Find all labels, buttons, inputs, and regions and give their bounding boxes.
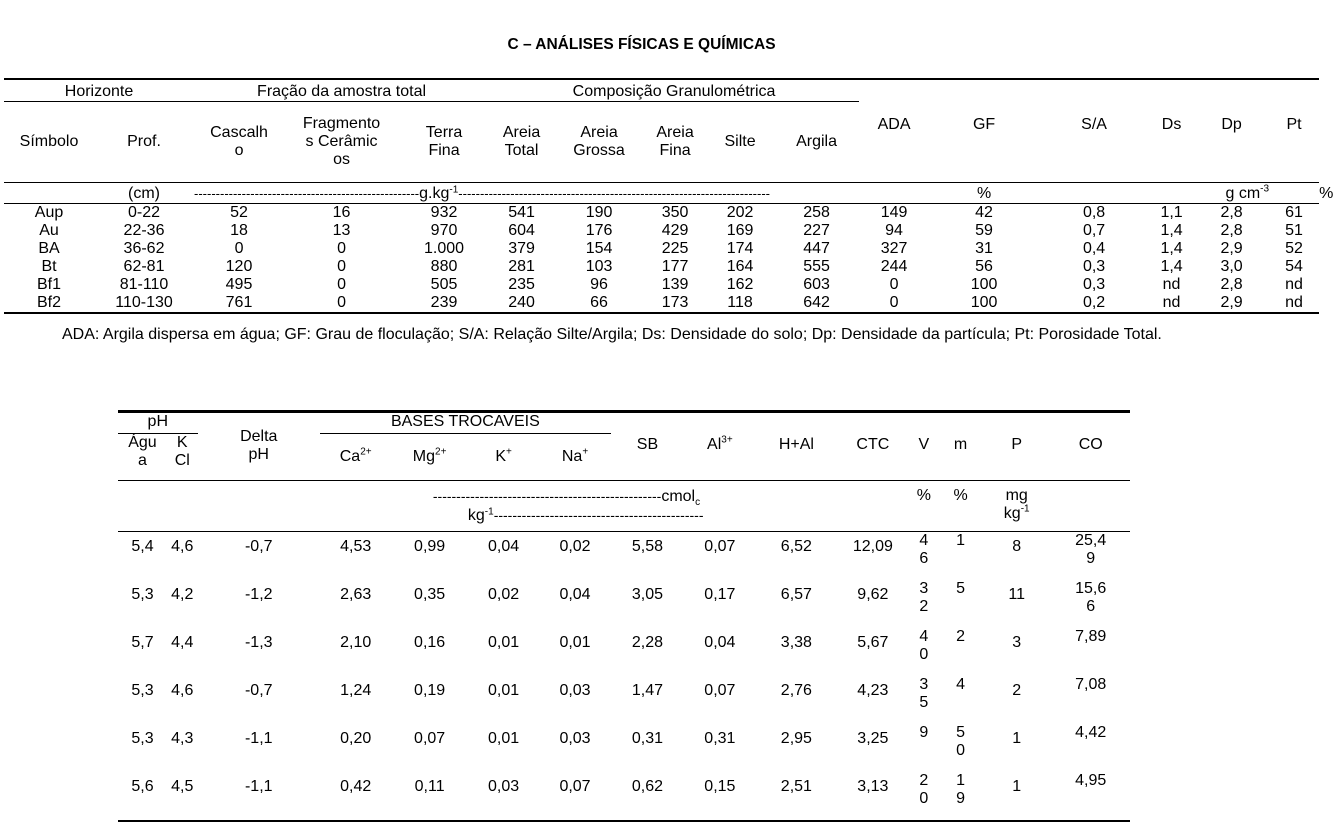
cell: 0,01 (559, 633, 591, 651)
cell: 13 (332, 221, 351, 239)
cell: 4,42 (1075, 723, 1107, 741)
table-row (4, 276, 1319, 294)
cell: 0,17 (704, 585, 736, 603)
units-empty-2 (1039, 182, 1149, 203)
cell: 3,0 (1220, 257, 1243, 275)
cell: 62-81 (123, 257, 165, 275)
cell: 94 (885, 221, 903, 239)
cell: 0,20 (340, 729, 372, 747)
cell: 4,6 (171, 537, 194, 555)
cell: 5,67 (857, 633, 889, 651)
cell: 1 (1012, 777, 1022, 795)
cell: 174 (726, 239, 754, 257)
cell: 3,25 (857, 729, 889, 747)
cell: 2,28 (631, 633, 664, 651)
cell: 4,3 (171, 729, 194, 747)
cell: 9,62 (857, 585, 889, 603)
cell: 1,24 (340, 681, 372, 699)
cell: 3,13 (857, 777, 889, 795)
fracao-header: Fração da amostra total (194, 79, 489, 102)
units-mass: $----------------------------------------------------g.kg^{-1}---------------------------------------------------------------$--------- (194, 182, 929, 203)
cell: 5,4 (131, 537, 154, 555)
cell: 4,23 (857, 681, 889, 699)
cell: 0 (234, 239, 244, 257)
cell: 5,6 (131, 777, 154, 795)
table-row (118, 531, 1130, 580)
cell: 1,4 (1160, 257, 1183, 275)
cell: 0 (889, 275, 899, 293)
cell: 0,99 (414, 537, 446, 555)
cell: -0,7 (244, 681, 273, 699)
cell: 50 (956, 723, 966, 759)
cell: 5 (956, 579, 966, 597)
col-gf: GF (972, 115, 996, 133)
table-note: ADA: Argila dispersa em água; GF: Grau de floculação; S/A: Relação Silte/Argila; Ds: Densidade do solo; Dp: Densidade da partícula; Pt: Porosidade Total. (62, 326, 1162, 343)
cell: 1 (956, 531, 966, 549)
group-header-row (118, 412, 1130, 434)
cell: 0,01 (488, 729, 520, 747)
units-prof: (cm) (94, 182, 194, 203)
cell: -1,2 (244, 585, 273, 603)
cell: Bf2 (36, 293, 61, 311)
col-simbolo: Símbolo (19, 132, 79, 150)
cell: 761 (225, 293, 253, 311)
cell: 4,53 (340, 537, 372, 555)
cell: 0,62 (631, 777, 664, 795)
col-agua: Água (128, 434, 157, 469)
cell: 12,09 (852, 537, 893, 555)
table-row (4, 240, 1319, 258)
cell: 32 (919, 579, 929, 615)
cell: 541 (508, 203, 535, 221)
cell: 5,7 (131, 633, 154, 651)
col-p: P (1011, 435, 1023, 453)
empty-header (611, 412, 1130, 434)
cell: 604 (508, 221, 535, 239)
cell: 4 (956, 675, 966, 693)
cell: nd (1285, 293, 1303, 311)
cell: 19 (956, 771, 966, 807)
cell: 327 (880, 239, 908, 257)
cell: 3,05 (631, 585, 664, 603)
cell: Aup (34, 203, 64, 221)
cell: 239 (430, 293, 458, 311)
col-cascalho: Cascalho (210, 123, 268, 159)
cell: 235 (508, 275, 535, 293)
units-empty (118, 480, 468, 531)
delta-ph-header: Delta pH (240, 428, 278, 464)
col-ctc: CTC (856, 435, 890, 453)
cell: 169 (726, 221, 754, 239)
ph-header: pH (118, 412, 198, 434)
cell: 2 (956, 627, 966, 645)
cell: 1,1 (1160, 203, 1183, 221)
cell: -0,7 (244, 537, 273, 555)
cell: 0,15 (704, 777, 736, 795)
cell: 0,04 (559, 585, 591, 603)
horizonte-header: Horizonte (4, 79, 194, 102)
cell: 3 (1012, 633, 1022, 651)
cell: 555 (803, 257, 830, 275)
cell: 0,03 (559, 729, 591, 747)
cell: 66 (590, 293, 608, 311)
cell: 0,3 (1082, 275, 1106, 293)
units-gf: % (929, 182, 1039, 203)
cell: 52 (1285, 239, 1303, 257)
cell: 0,11 (414, 777, 445, 795)
col-argila: Argila (796, 132, 837, 150)
cell: 240 (508, 293, 535, 311)
col-dp: Dp (1221, 115, 1242, 133)
composicao-header: Composição Granulométrica (489, 79, 859, 102)
cell: 120 (225, 257, 253, 275)
table-row (118, 772, 1130, 821)
cell: 0,02 (488, 585, 520, 603)
cell: 2 (1012, 681, 1022, 699)
col-k: K+ (495, 446, 512, 465)
cell: 51 (1285, 221, 1303, 239)
cell: 429 (661, 221, 689, 239)
cell: 642 (803, 293, 830, 311)
cell: 20 (919, 771, 929, 807)
cell: 0,07 (704, 537, 736, 555)
cell: 5,3 (131, 585, 154, 603)
cell: 100 (970, 293, 998, 311)
cell: 0,16 (414, 633, 446, 651)
col-v: V (918, 435, 930, 453)
cell: 6,57 (780, 585, 812, 603)
cell: -1,3 (244, 633, 273, 651)
col-hal: H+Al (778, 435, 814, 453)
cell: 3,38 (780, 633, 812, 651)
cell: 61 (1285, 203, 1303, 221)
cell: 40 (919, 627, 929, 663)
cell: 281 (508, 257, 535, 275)
col-mg: $Mg^{2+}$ (412, 446, 447, 465)
cell: 31 (975, 239, 993, 257)
physical-analysis-table (4, 78, 1333, 314)
cell: 7,89 (1075, 627, 1107, 645)
col-ada: ADA (877, 115, 911, 133)
cell: 139 (661, 275, 689, 293)
units-p: mg $kg^{-1}$ (982, 480, 1051, 531)
col-na: Na+ (561, 446, 589, 465)
cell: 0,04 (488, 537, 520, 555)
cell: 932 (430, 203, 458, 221)
cell: 0,4 (1082, 239, 1106, 257)
cell: 0,07 (704, 681, 736, 699)
cell: 1.000 (424, 239, 465, 257)
cell: 227 (803, 221, 830, 239)
col-kcl: KCl (174, 434, 190, 469)
col-ca: $Ca^{2+}$ (339, 446, 372, 465)
cell: 0 (337, 275, 346, 293)
cell: 4,6 (171, 681, 194, 699)
cell: -1,1 (244, 729, 273, 747)
cell: 15,66 (1075, 579, 1107, 615)
cell: 0,35 (414, 585, 446, 603)
col-terra-fina: Terra Fina (425, 123, 463, 159)
table-row (118, 628, 1130, 676)
units-m: % (939, 480, 982, 531)
cell: 59 (975, 221, 993, 239)
cell: 149 (880, 203, 908, 221)
cell: 2,95 (780, 729, 812, 747)
col-areia-total: Areia Total (502, 123, 541, 159)
cell: 1,4 (1160, 239, 1183, 257)
units-row: (cm) $----------------------------------------------------g.kg^{-1}---------------------------------------------------------------$--------- % g $cm^{-3}$ % (4, 182, 1319, 203)
cell: 100 (970, 275, 998, 293)
table-row (4, 294, 1319, 313)
cell: 244 (880, 257, 908, 275)
units-empty (4, 182, 94, 203)
cell: 258 (803, 203, 830, 221)
cell: 5,3 (131, 681, 154, 699)
units-v: % (909, 480, 940, 531)
cell: 0,31 (631, 729, 664, 747)
col-m: m (953, 435, 968, 453)
cell: nd (1162, 293, 1181, 311)
cell: 2,10 (340, 633, 372, 651)
cell: 16 (332, 203, 351, 221)
table-row (118, 676, 1130, 724)
cell: 7,08 (1075, 675, 1107, 693)
cell: 350 (661, 203, 689, 221)
cell: 880 (430, 257, 458, 275)
table-row (4, 258, 1319, 276)
col-silte: Silte (724, 132, 756, 150)
table-row (118, 580, 1130, 628)
cell: 2,9 (1220, 293, 1243, 311)
cell: 96 (590, 275, 608, 293)
cell: 0,02 (559, 537, 591, 555)
cell: nd (1285, 275, 1303, 293)
cell: 0,07 (559, 777, 591, 795)
cell: 0,03 (559, 681, 591, 699)
cell: 2,8 (1220, 203, 1243, 221)
cell: 0,3 (1082, 257, 1106, 275)
cell: 603 (803, 275, 830, 293)
cell: 81-110 (119, 275, 169, 293)
cell: 11 (1008, 585, 1025, 603)
cell: 36-62 (123, 239, 165, 257)
col-prof: Prof. (127, 132, 161, 150)
cell: 164 (726, 257, 754, 275)
cell: 0,03 (488, 777, 520, 795)
cell: 0 (889, 293, 899, 311)
units-cmol: -------------------------------------------------cmol$_c$ $kg^{-1}---------------------------------------------$ (468, 480, 837, 531)
cell: 154 (585, 239, 613, 257)
cell: 225 (661, 239, 689, 257)
cell: 0,01 (488, 681, 520, 699)
col-ds: Ds (1161, 115, 1182, 133)
cell: Bf1 (36, 275, 61, 293)
cell: 162 (726, 275, 754, 293)
cell: 1,47 (631, 681, 664, 699)
cell: 6,52 (780, 537, 812, 555)
cell: 177 (661, 257, 689, 275)
cell: 25,49 (1075, 531, 1107, 567)
col-fragmentos: Fragmentos Cerâmicos (302, 114, 381, 168)
cell: 0,7 (1082, 221, 1106, 239)
cell: 0,01 (488, 633, 520, 651)
cell: 0,2 (1082, 293, 1106, 311)
units-empty-3 (1051, 480, 1130, 531)
cell: 505 (430, 275, 458, 293)
chemical-analysis-table (118, 410, 1130, 822)
cell: 5,58 (631, 537, 664, 555)
cell: 0 (337, 257, 346, 275)
cell: 103 (585, 257, 613, 275)
cell: 2,9 (1220, 239, 1243, 257)
cell: 110-130 (115, 293, 173, 311)
cell: 379 (508, 239, 535, 257)
table-row (4, 203, 1319, 222)
cell: 2,51 (780, 777, 812, 795)
cell: 176 (585, 221, 613, 239)
cell: 0,07 (414, 729, 446, 747)
cell: 447 (803, 239, 830, 257)
cell: -1,1 (244, 777, 273, 795)
cell: Bt (41, 257, 57, 275)
cell: 0 (337, 293, 346, 311)
cell: 495 (225, 275, 253, 293)
col-al: $Al^{3+}$ (707, 434, 733, 453)
cell: Au (39, 221, 59, 239)
empty-header (859, 79, 1319, 102)
cell: 2,8 (1220, 275, 1243, 293)
cell: 173 (661, 293, 689, 311)
col-sb: SB (636, 435, 659, 453)
cell: 202 (726, 203, 754, 221)
cell: BA (38, 239, 60, 257)
cell: 2,76 (780, 681, 812, 699)
cell: 1,4 (1160, 221, 1183, 239)
table-row (118, 724, 1130, 772)
cell: 0,31 (704, 729, 736, 747)
cell: 35 (919, 675, 929, 711)
cell: 56 (975, 257, 993, 275)
units-empty-2 (837, 480, 908, 531)
col-areia-fina: Areia Fina (656, 123, 694, 159)
cell: 22-36 (123, 221, 165, 239)
cell: nd (1162, 275, 1181, 293)
cell: 0 (337, 239, 346, 257)
cell: 18 (230, 221, 248, 239)
cell: 4,95 (1075, 771, 1107, 789)
units-row (118, 480, 1130, 531)
cell: 190 (585, 203, 613, 221)
cell: 5,3 (131, 729, 154, 747)
cell: 54 (1285, 257, 1303, 275)
cell: 118 (727, 293, 753, 311)
col-sa: S/A (1081, 115, 1107, 133)
col-pt: Pt (1286, 115, 1302, 133)
cell: 46 (919, 531, 929, 567)
cell: 9 (919, 723, 929, 741)
table-row (4, 222, 1319, 240)
units-empty-3 (1269, 182, 1319, 203)
cell: 1 (1012, 729, 1022, 747)
cell: 8 (1012, 537, 1022, 555)
cell: 2,8 (1220, 221, 1243, 239)
cell: 0,19 (414, 681, 446, 699)
column-header-row (4, 102, 1319, 183)
group-header-row (4, 79, 1319, 102)
cell: 4,4 (171, 633, 194, 651)
cell: 2,63 (340, 585, 372, 603)
cell: 4,2 (171, 585, 194, 603)
section-title: C – ANÁLISES FÍSICAS E QUÍMICAS (507, 36, 776, 53)
col-co: CO (1078, 435, 1103, 453)
cell: 0,04 (704, 633, 736, 651)
units-density: g $cm^{-3}$ (1149, 182, 1269, 203)
cell: 52 (230, 203, 248, 221)
cell: 970 (430, 221, 458, 239)
cell: 0-22 (127, 203, 161, 221)
bases-header: BASES TROCAVEIS (320, 412, 611, 434)
cell: 0,8 (1082, 203, 1106, 221)
col-areia-grossa: Areia Grossa (573, 123, 625, 159)
cell: 42 (975, 203, 993, 221)
cell: 0,42 (340, 777, 372, 795)
cell: 4,5 (171, 777, 194, 795)
